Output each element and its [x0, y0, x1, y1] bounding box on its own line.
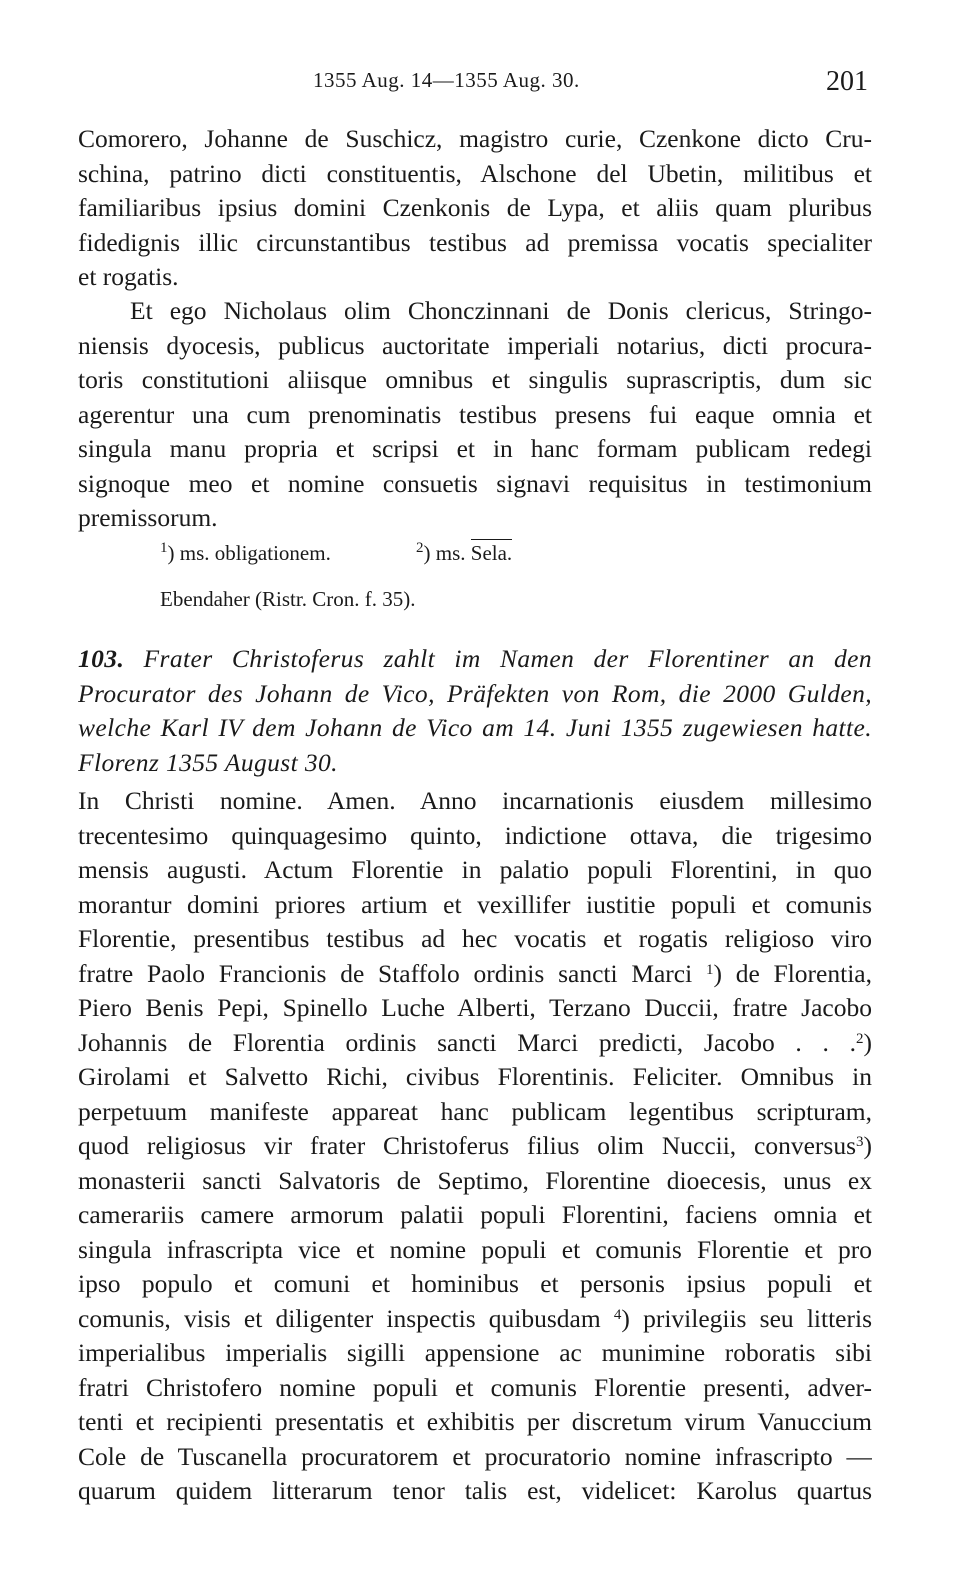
text-line: schina, patrino dicti constituentis, Alschone del Ubetin, militibus et: [78, 158, 872, 188]
footnote-ref: 2: [856, 1030, 864, 1047]
text-line: familiaribus ipsius domini Czenkonis de Lypa, et aliis quam pluribus: [78, 193, 872, 222]
text-line: Florentie, presentibus testibus ad hec vocatis et rogatis religioso viro: [78, 924, 872, 953]
notary-paragraph: [78, 294, 872, 536]
text-line: monasterii sancti Salvatoris de Septimo, Florentine dioecesis, unus ex: [78, 1165, 872, 1195]
text-line: imperialibus imperialis sigilli appensione ac munimine roboratis sibi: [78, 1338, 872, 1367]
text-line: perpetuum manifeste appareat hanc publicam legentibus scripturam,: [78, 1096, 872, 1126]
text-line: mensis augusti. Actum Florentie in palatio populi Florentini, in quo: [78, 855, 872, 884]
text-line: et rogatis.: [78, 262, 179, 291]
text-line: trecentesimo quinquagesimo quinto, indictione ottava, die trigesimo: [78, 820, 872, 850]
regest-line-text: Frater Christoferus zahlt im Namen der Florentiner an den: [143, 644, 872, 673]
regest-number: 103.: [78, 644, 125, 673]
running-head: [0, 68, 960, 98]
text-line: Cole de Tuscanella procuratorem et procuratorio nomine infrascripto —: [78, 1441, 872, 1471]
footnote-overlined-text: Sela.: [470, 541, 513, 565]
text-line: fratri Christofero nomine populi et comunis Florentie presenti, adver-: [78, 1372, 872, 1402]
text-line: quod religiosus vir frater Christoferus filius olim Nuccii, conversus$^3$): [78, 1131, 872, 1160]
text-segment: Johannis de Florentia ordinis sancti Marci predicti, Jacobo . . .: [78, 1027, 856, 1057]
footnote-ref: 4: [613, 1306, 622, 1323]
text-line: quarum quidem litterarum tenor talis est, videlicet: Karolus quartus: [78, 1476, 872, 1505]
text-line: signoque meo et nomine consuetis signavi requisitus in testimonium: [78, 468, 872, 498]
text-line: In Christi nomine. Amen. Anno incarnationis eiusdem millesimo: [78, 786, 872, 815]
continued-paragraph: [78, 122, 872, 295]
footnote-marker: 2: [416, 540, 424, 556]
text-line: toris constitutioni aliisque omnibus et singulis suprascriptis, dum sic: [78, 365, 872, 394]
footnote-row: [160, 538, 760, 584]
regest-line: welche Karl IV dem Johann de Vico am 14. Juni 1355 zugewiesen hatte.: [78, 713, 872, 742]
text-line: camerariis camere armorum palatii populi Florentini, faciens omnia et: [78, 1200, 872, 1229]
footnote-ref: 3: [856, 1134, 864, 1150]
source-note: [160, 584, 760, 630]
text-line: comunis, visis et diligenter inspectis quibusdam $^4$) privilegiis seu litteris: [78, 1303, 872, 1333]
regest-line: Procurator des Johann de Vico, Präfekten von Rom, die 2000 Gulden,: [78, 678, 872, 708]
text-segment: comunis, visis et diligenter inspectis quibusdam: [78, 1303, 601, 1333]
document-text: [78, 784, 872, 1509]
text-line: agerentur una cum prenominatis testibus presens fui eaque omnia et: [78, 399, 872, 429]
regest-line: Florenz 1355 August 30.: [78, 747, 338, 777]
footnote-text: ms. obligationem.: [179, 541, 331, 565]
text-segment: privilegiis seu litteris: [643, 1303, 872, 1333]
regest-heading: [78, 642, 872, 780]
text-line: Comorero, Johanne de Suschicz, magistro curie, Czenkone dicto Cru-: [78, 124, 872, 153]
text-line: fratre Paolo Francionis de Staffolo ordinis sancti Marci $^1$) de Florentia,: [78, 958, 872, 988]
text-line: singula infrascripta vice et nomine populi et comunis Florentie et pro: [78, 1234, 872, 1264]
text-segment: fratre Paolo Francionis de Staffolo ordinis sancti Marci: [78, 958, 693, 988]
footnote-text: ms.: [435, 541, 466, 565]
page-number: 201: [826, 66, 868, 97]
footnotes: [160, 538, 760, 630]
footnote-1: $^1$) ms. obligationem.: [160, 540, 331, 565]
regest-line: [78, 642, 872, 677]
footnote-ref: 1: [705, 961, 714, 978]
text-line: tenti et recipienti presentatis et exhibitis per discretum virum Vanuccium: [78, 1407, 872, 1436]
text-line: ipso populo et comuni et hominibus et personis ipsius populi et: [78, 1269, 872, 1298]
text-line: singula manu propria et scripsi et in hanc formam publicam redegi: [78, 434, 872, 463]
text-line: morantur domini priores artium et vexillifer iustitie populi et comunis: [78, 889, 872, 919]
text-line: fidedignis illic circunstantibus testibus ad premissa vocatis specialiter: [78, 227, 872, 257]
text-line: Piero Benis Pepi, Spinello Luche Alberti, Terzano Duccii, fratre Jacobo: [78, 993, 872, 1022]
running-head-date-range: 1355 Aug. 14—1355 Aug. 30.: [313, 68, 580, 92]
text-segment: de Florentia,: [735, 958, 872, 988]
text-line: niensis dyocesis, publicus auctoritate imperiali notarius, dicti procura-: [78, 330, 872, 360]
footnote-2: $^2$) ms. Sela.: [416, 540, 513, 565]
footnote-marker: 1: [160, 540, 168, 556]
text-line: Johannis de Florentia ordinis sancti Marci predicti, Jacobo . . .$^2$): [78, 1027, 872, 1057]
text-segment: quod religiosus vir frater Christoferus filius olim Nuccii, conversus: [78, 1131, 856, 1160]
text-line: premissorum.: [78, 503, 218, 532]
text-line: Girolami et Salvetto Richi, civibus Florentinis. Feliciter. Omnibus in: [78, 1062, 872, 1091]
text-line: Et ego Nicholaus olim Chonczinnani de Donis clericus, Stringo-: [130, 296, 872, 325]
source-note-text: Ebendaher (Ristr. Cron. f. 35).: [160, 587, 416, 611]
